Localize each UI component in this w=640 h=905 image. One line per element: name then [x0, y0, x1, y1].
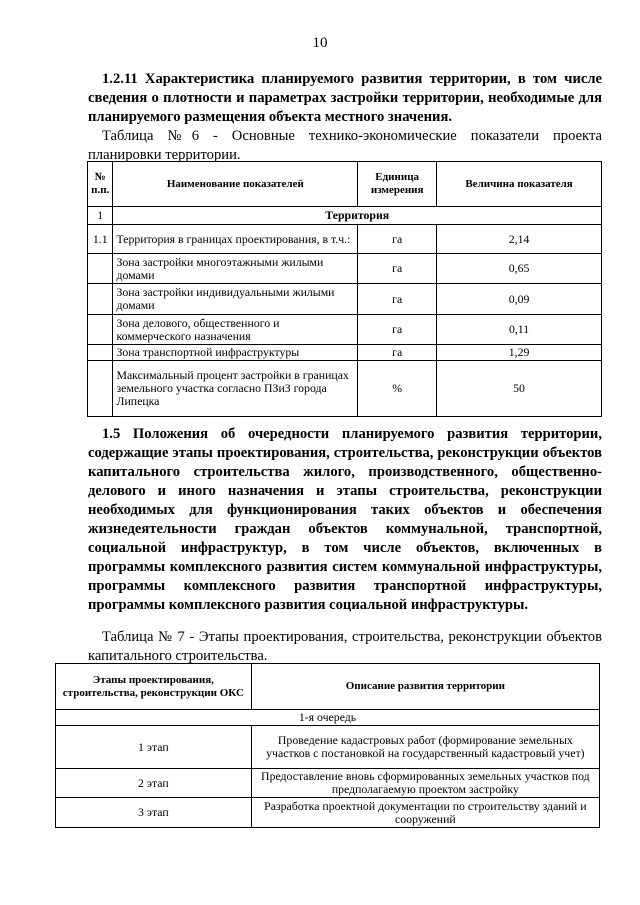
table6-cell-value: 0,11 — [437, 315, 602, 345]
table7-cell-description: Разработка проектной документации по строительству зданий и сооружений — [251, 798, 599, 828]
table6-cell-name: Территория в границах проектирования, в т.ч.: — [113, 225, 358, 254]
table6-cell-num: 1.1 — [88, 225, 113, 254]
section-1-5-heading: 1.5 Положения об очередности планируемого развития территории, содержащие этапы проектирования, строительства, реконструкции объектов капитального строительства жилого, производственного, общественно-делового и иного назначения и этапы строительства, реконструкции необходимых для функционирования таких объектов и обеспечения жизнедеятельности граждан объектов коммунальной, транспортной, социальной инфраструктур, в том числе объектов, включенных в программы комплексного развития систем коммунальной инфраструктуры, программы комплексного развития транспортной инфраструктуры, программы комплексного развития социальной инфраструктуры. — [88, 426, 602, 613]
table7-cell-stage: 2 этап — [56, 769, 252, 798]
table6-cell-unit: га — [358, 254, 437, 284]
table6-header-name: Наименование показателей — [113, 162, 358, 207]
table6-cell-num — [88, 254, 113, 284]
table7-cell-description: Предоставление вновь сформированных земельных участков под предполагаемую проектом застройку — [251, 769, 599, 798]
section-1-2-11-heading: 1.2.11 Характеристика планируемого развития территории, в том числе сведения о плотности и параметрах застройки территории, необходимые для планируемого размещения объекта местного значения. — [88, 71, 602, 125]
table-row — [88, 284, 602, 315]
table6-cell-num — [88, 361, 113, 417]
table6-header-num: № п.п. — [88, 162, 113, 207]
table-7 — [55, 663, 600, 828]
table6-header-row — [88, 162, 602, 207]
table7-cell-stage: 1 этап — [56, 726, 252, 769]
table6-section-num: 1 — [88, 207, 113, 225]
table6-cell-value: 2,14 — [437, 225, 602, 254]
table-row — [56, 798, 600, 828]
table6-cell-name: Зона транспортной инфраструктуры — [113, 345, 358, 361]
table6-cell-unit: га — [358, 225, 437, 254]
table-row — [88, 361, 602, 417]
table6-cell-unit: % — [358, 361, 437, 417]
table6-header-unit: Единица измерения — [358, 162, 437, 207]
table6-cell-value: 0,09 — [437, 284, 602, 315]
table6-cell-name: Зона делового, общественного и коммерческого назначения — [113, 315, 358, 345]
table7-cell-description: Проведение кадастровых работ (формирование земельных участков с постановкой на государственный кадастровый учет) — [251, 726, 599, 769]
table7-header-stage: Этапы проектирования, строительства, реконструкции ОКС — [56, 664, 252, 710]
table6-section-row — [88, 207, 602, 225]
table7-header-row — [56, 664, 600, 710]
table-row — [88, 345, 602, 361]
table7-queue-row — [56, 710, 600, 726]
table6-cell-unit: га — [358, 345, 437, 361]
table6-cell-name: Зона застройки многоэтажными жилыми домами — [113, 254, 358, 284]
table-row — [56, 726, 600, 769]
table6-cell-name: Зона застройки индивидуальными жилыми домами — [113, 284, 358, 315]
table-row — [88, 225, 602, 254]
table-row — [88, 315, 602, 345]
table7-header-description: Описание развития территории — [251, 664, 599, 710]
table6-section-title: Территория — [113, 207, 602, 225]
table7-cell-stage: 3 этап — [56, 798, 252, 828]
table-6 — [87, 161, 602, 417]
page-number: 10 — [312, 35, 328, 51]
table6-cell-num — [88, 345, 113, 361]
table6-cell-value: 1,29 — [437, 345, 602, 361]
table6-cell-name: Максимальный процент застройки в границах земельного участка согласно ПЗиЗ города Липецка — [113, 361, 358, 417]
table6-cell-unit: га — [358, 284, 437, 315]
table6-cell-unit: га — [358, 315, 437, 345]
table7-queue-label: 1-я очередь — [56, 710, 600, 726]
table6-caption: Таблица №6 - Основные технико-экономические показатели проекта планировки территории. — [88, 128, 602, 163]
table6-header-value: Величина показателя — [437, 162, 602, 207]
table-row — [88, 254, 602, 284]
table6-cell-value: 0,65 — [437, 254, 602, 284]
table6-cell-num — [88, 315, 113, 345]
table-row — [56, 769, 600, 798]
table6-cell-value: 50 — [437, 361, 602, 417]
table7-caption: Таблица № 7 - Этапы проектирования, строительства, реконструкции объектов капитального строительства. — [88, 629, 602, 664]
table6-cell-num — [88, 284, 113, 315]
